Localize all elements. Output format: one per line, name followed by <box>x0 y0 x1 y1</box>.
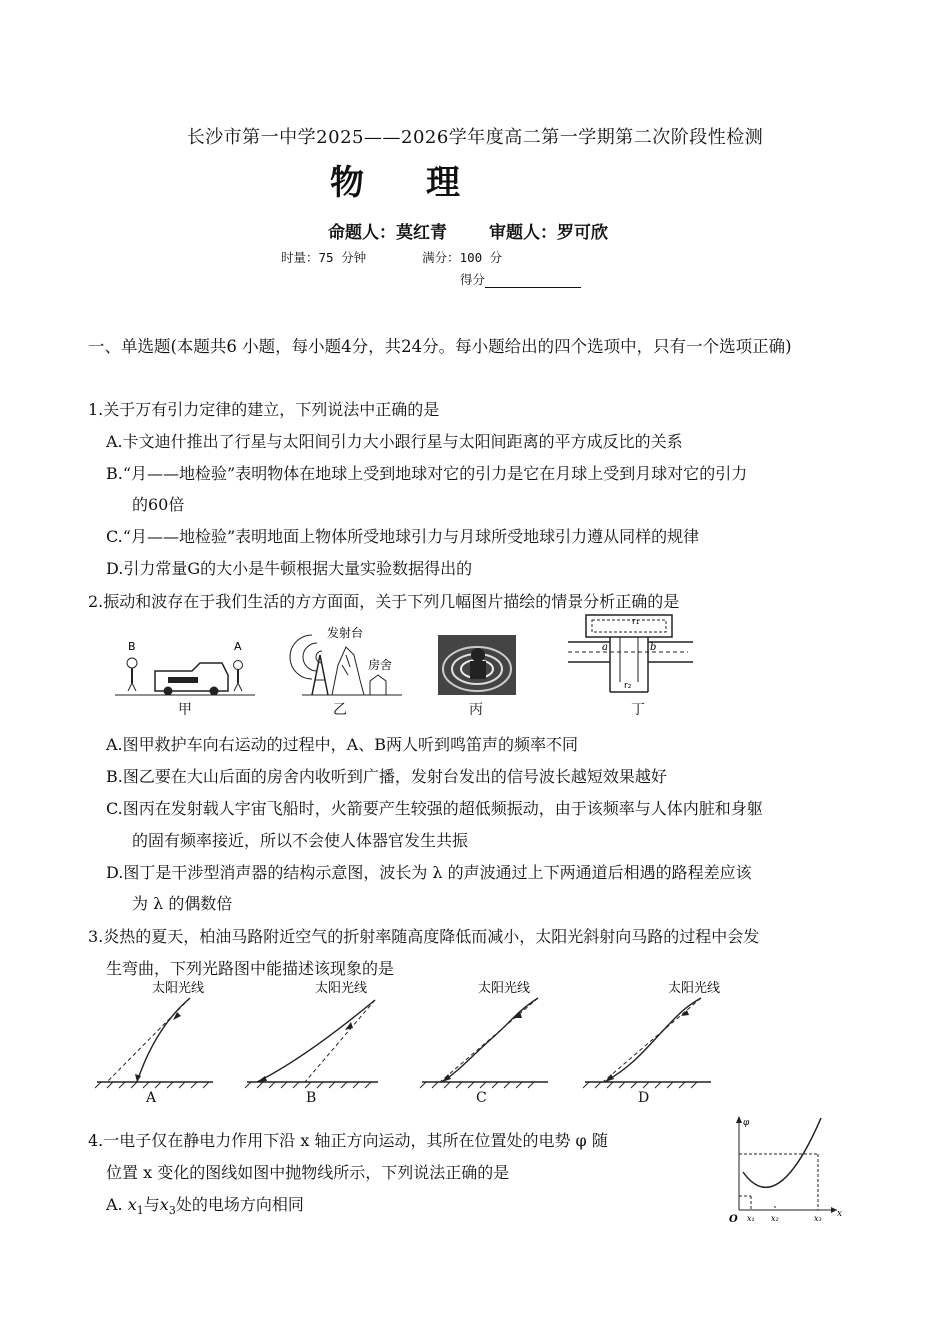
q2-option-a: A.图甲救护车向右运动的过程中，A、B两人听到鸣笛声的频率不同 <box>106 735 578 754</box>
fig-label-jia: 甲 <box>178 702 192 718</box>
x3-label: x₃ <box>814 1214 822 1223</box>
origin-label: O <box>729 1214 738 1225</box>
q1-option-d: D.引力常量G的大小是牛顿根据大量实验数据得出的 <box>106 559 473 578</box>
phi-axis-label: φ <box>743 1118 750 1128</box>
ray-diagram-c <box>420 978 550 1108</box>
person-a-label: A <box>234 640 242 653</box>
q4-a-prefix: A. <box>106 1195 123 1214</box>
section-heading: 一、单选题(本题共6 小题，每小题4分，共24分。每小题给出的四个选项中，只有一个选项正确) <box>88 337 792 356</box>
option-label-b: B <box>306 1090 317 1106</box>
figure-silencer <box>568 612 693 698</box>
score-label: 得分 <box>460 272 486 287</box>
ray-diagram-d <box>583 978 721 1108</box>
station-label: 发射台 <box>327 626 364 640</box>
q1-option-b: B.“月——地检验”表明物体在地球上受到地球对它的引力是它在月球上受到月球对它的引力 <box>106 464 748 483</box>
school-title: 长沙市第一中学2025——2026学年度高二第一学期第二次阶段性检测 <box>186 127 764 148</box>
author: 命题人：莫红青 <box>328 223 447 243</box>
sun-label-a: 太阳光线 <box>152 981 205 996</box>
sun-label-b: 太阳光线 <box>315 981 368 996</box>
r1-label: r₁ <box>632 617 640 627</box>
option-label-c: C <box>476 1090 487 1106</box>
q2-option-b: B.图乙要在大山后面的房舍内收听到广播，发射台发出的信号波长越短效果越好 <box>106 767 667 786</box>
q2-option-d-cont: 为 λ 的偶数倍 <box>132 894 233 913</box>
subject-title: 物理 <box>330 163 522 203</box>
q4-a-sub3: 3 <box>168 1204 176 1218</box>
q4-a-sub1: 1 <box>136 1204 144 1218</box>
q2-stem: 2.振动和波存在于我们生活的方方面面，关于下列几幅图片描绘的情景分析正确的是 <box>88 592 680 611</box>
authors-line <box>328 218 650 243</box>
full-score: 满分：100 分 <box>422 250 503 265</box>
time-limit: 时量：75 分钟 <box>281 250 367 265</box>
q4-option-a <box>106 1192 304 1217</box>
q2-option-c-cont: 的固有频率接近，所以不会使人体器官发生共振 <box>132 831 469 850</box>
q1-option-a: A.卡文迪什推出了行星与太阳间引力大小跟行星与太阳间距离的平方成反比的关系 <box>106 432 683 451</box>
figure-tower <box>282 625 407 697</box>
sun-label-c: 太阳光线 <box>478 981 531 996</box>
q4-a-x1: x <box>127 1195 137 1214</box>
reviewer: 审题人：罗可欣 <box>489 223 608 243</box>
fig-label-ding: 丁 <box>631 702 645 718</box>
q1-stem: 1.关于万有引力定律的建立，下列说法中正确的是 <box>88 400 440 419</box>
q4-a-x3: x <box>159 1195 169 1214</box>
x-axis-label: x <box>837 1209 843 1219</box>
q1-option-b-cont: 的60倍 <box>132 495 185 514</box>
q2-option-d: D.图丁是干涉型消声器的结构示意图，波长为 λ 的声波通过上下两通道后相遇的路程差应该 <box>106 863 752 882</box>
q3-stem-cont: 生弯曲，下列光路图中能描述该现象的是 <box>106 959 395 978</box>
score-blank[interactable] <box>485 274 581 288</box>
q4-stem: 4.一电子仅在静电力作用下沿 x 轴正方向运动，其所在位置处的电势 φ 随 <box>88 1131 608 1150</box>
point-b-label: b <box>650 642 657 653</box>
q4-a-mid: 与 <box>143 1195 160 1214</box>
point-a-label: a <box>602 642 608 653</box>
potential-graph <box>725 1112 845 1224</box>
score-field <box>460 270 581 288</box>
figure-ambulance <box>110 635 260 695</box>
q4-stem-cont: 位置 x 变化的图线如图中抛物线所示，下列说法正确的是 <box>106 1163 510 1182</box>
figure-vibration-photo <box>438 635 516 695</box>
person-b-label: B <box>128 640 136 653</box>
q4-a-post: 处的电场方向相同 <box>175 1195 304 1214</box>
option-label-a: A <box>146 1090 157 1106</box>
exam-meta <box>281 248 558 266</box>
ray-diagram-a <box>95 978 215 1108</box>
ray-diagram-b <box>245 978 380 1108</box>
q3-stem: 3.炎热的夏天，柏油马路附近空气的折射率随高度降低而减小，太阳光斜射向马路的过程中会发 <box>88 927 760 946</box>
option-label-d: D <box>638 1090 650 1106</box>
r2-label: r₂ <box>624 681 632 691</box>
house-label: 房舍 <box>368 658 393 672</box>
x1-label: x₁ <box>747 1214 755 1223</box>
x2-label: x₂ <box>771 1214 779 1223</box>
sun-label-d: 太阳光线 <box>668 981 721 996</box>
fig-label-bing: 丙 <box>469 702 483 718</box>
q2-option-c: C.图丙在发射载人宇宙飞船时，火箭要产生较强的超低频振动，由于该频率与人体内脏和身躯 <box>106 799 763 818</box>
q1-option-c: C.“月——地检验”表明地面上物体所受地球引力与月球所受地球引力遵从同样的规律 <box>106 527 700 546</box>
fig-label-yi: 乙 <box>333 702 347 718</box>
